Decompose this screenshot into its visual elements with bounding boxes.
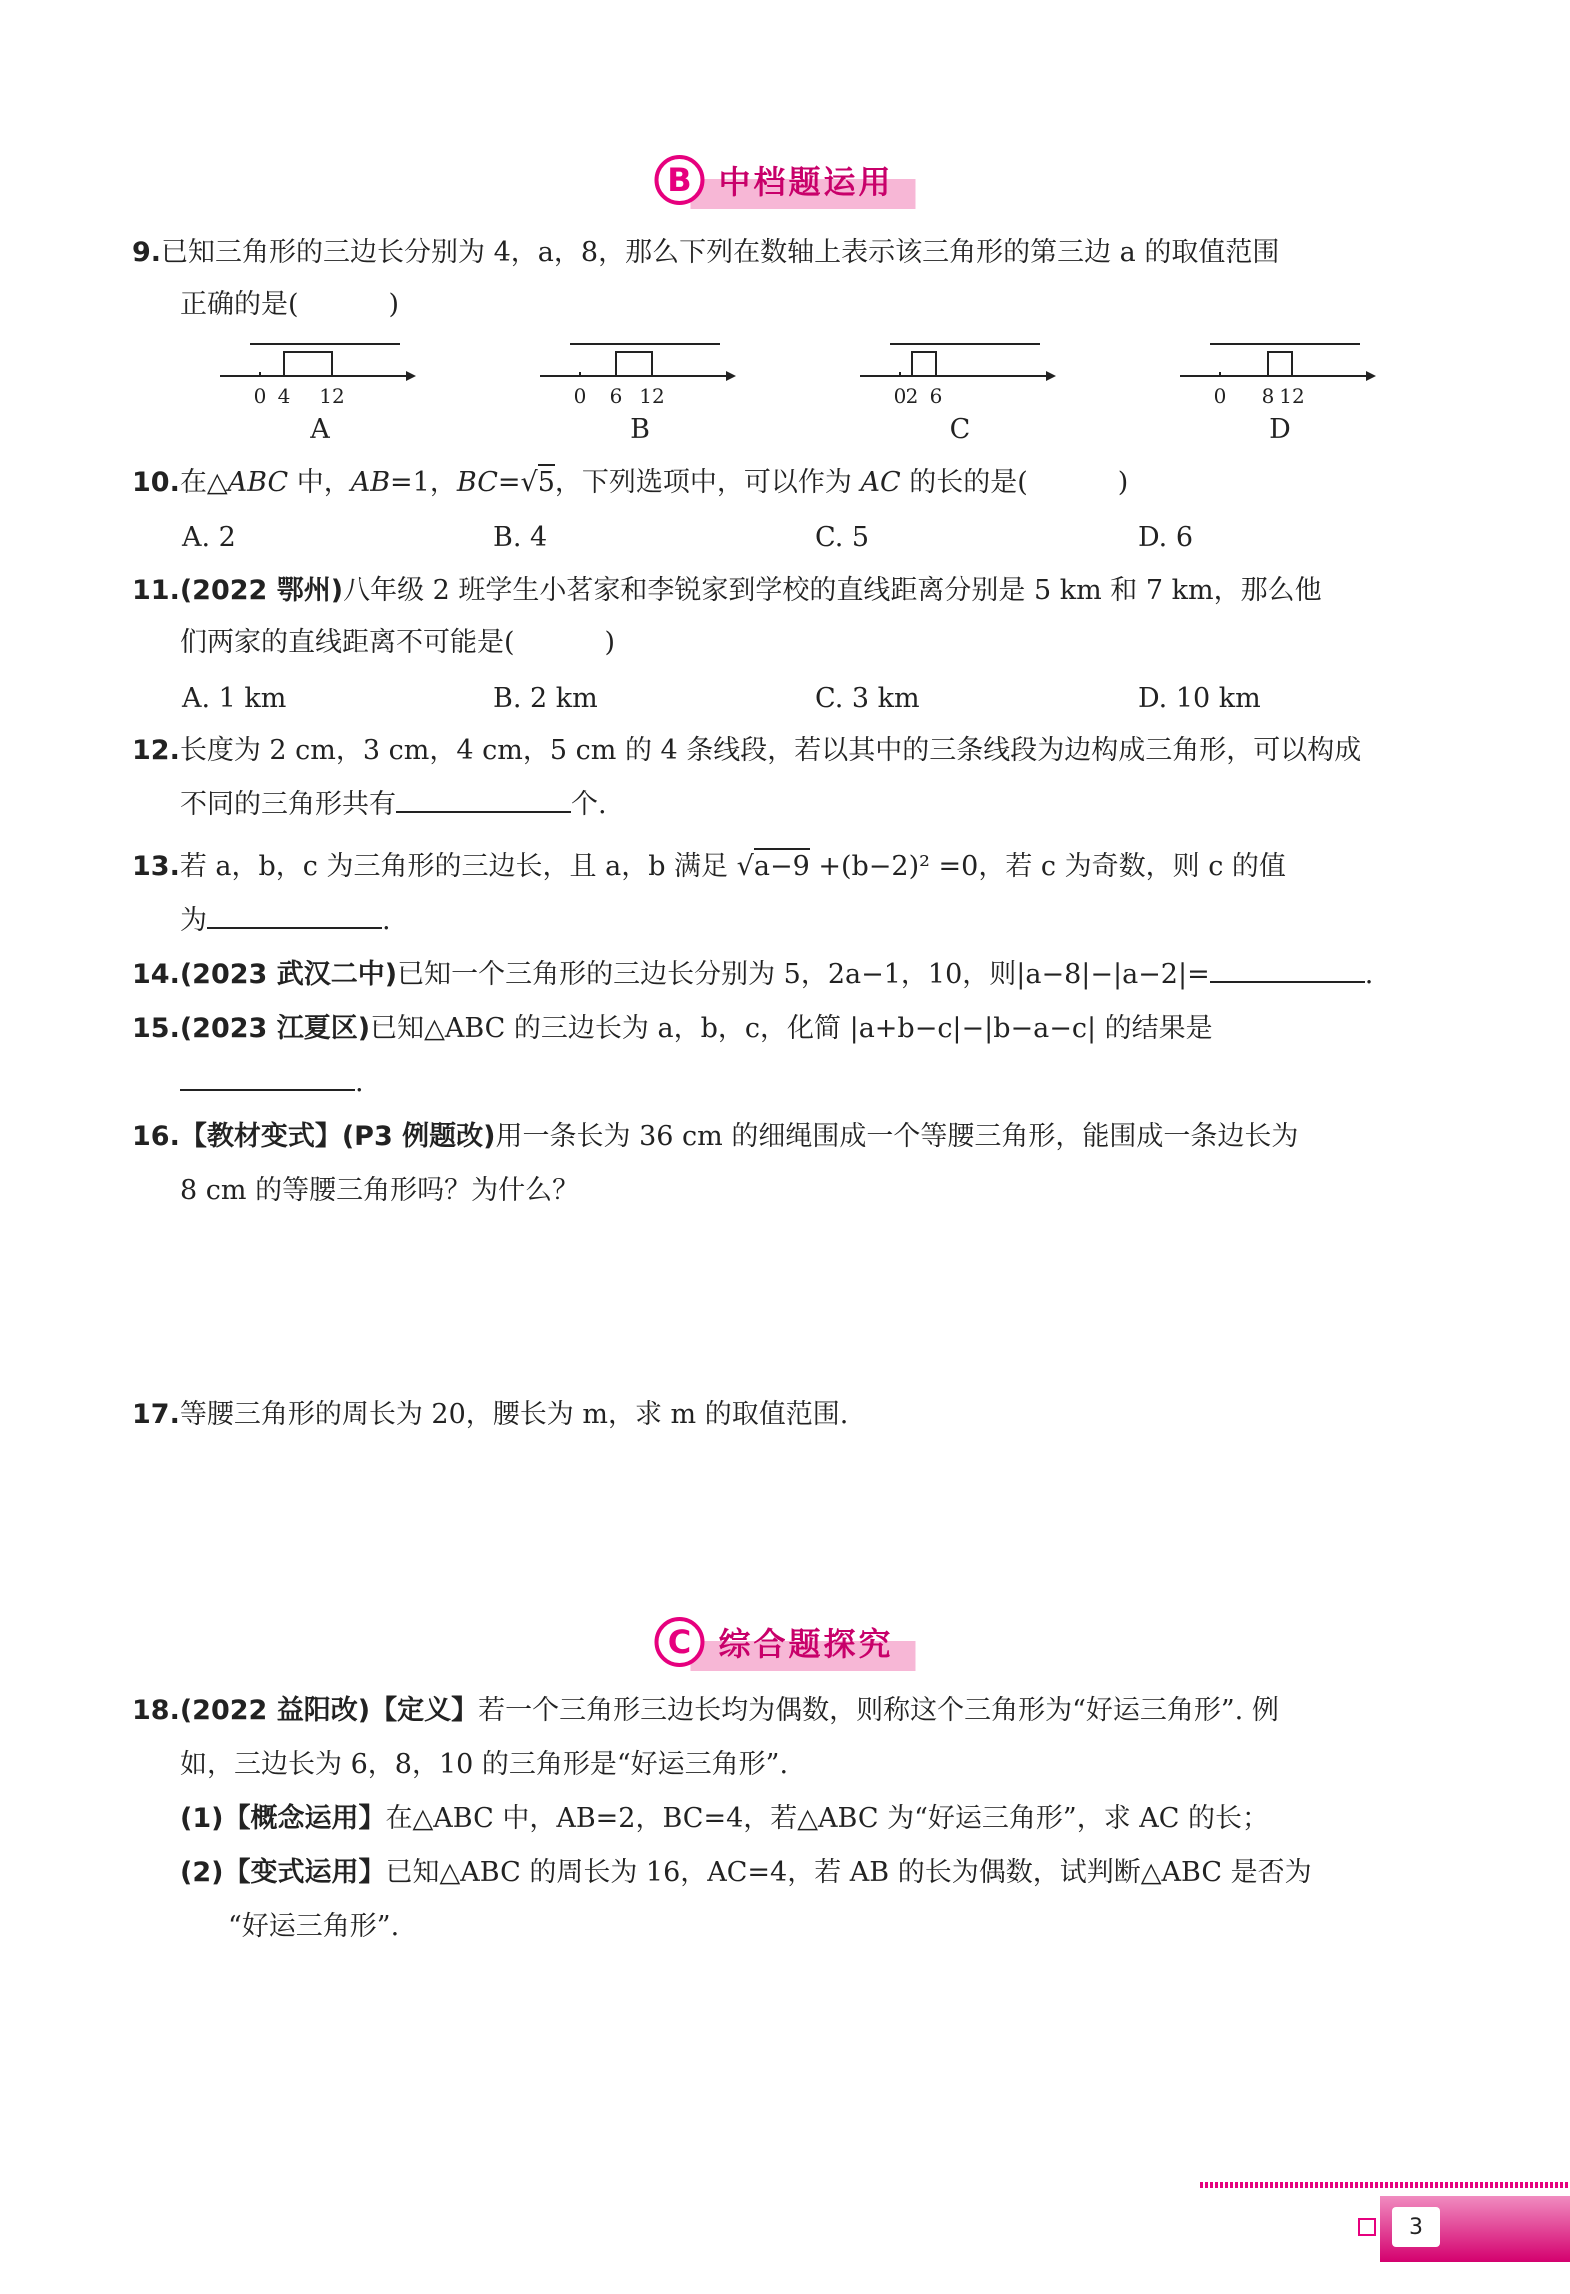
number-line-range-bracket <box>912 352 936 376</box>
number-line-d <box>1180 340 1380 445</box>
q14-source: (2023 武汉二中) <box>179 959 398 990</box>
question-11 <box>132 564 1465 670</box>
q18-part2: 已知△ABC 的周长为 16，AC=4，若 AB 的长为偶数，试判断△ABC 是否为 <box>385 1857 1312 1888</box>
q10-option-c: C. 5 <box>815 522 870 553</box>
q11-close: ) <box>604 627 616 658</box>
number-line-option-label[interactable]: D <box>1269 414 1291 445</box>
q18-part1: 在△ABC 中，AB=2，BC=4，若△ABC 为“好运三角形”，求 AC 的长； <box>385 1803 1270 1834</box>
number-line-tick-label: 2 <box>905 384 919 408</box>
q10-pre: 在△ <box>179 467 228 498</box>
question-14 <box>132 948 1465 1002</box>
number-line-tick-label: 0 <box>573 384 587 408</box>
question-16 <box>132 1110 1465 1218</box>
q10-option-d: D. 6 <box>1138 522 1194 553</box>
q15-end: . <box>355 1067 364 1098</box>
number-line-c <box>860 340 1060 445</box>
number-line-range-bracket <box>616 352 652 376</box>
q13-answer-blank[interactable] <box>207 897 382 929</box>
number-line-range-bracket <box>1268 352 1292 376</box>
number-line-tick-label: 12 <box>639 384 665 408</box>
number-line-tick-label: 0 <box>253 384 267 408</box>
footer-square-icon <box>1358 2218 1376 2236</box>
number-line-arrow <box>1046 371 1056 381</box>
q10-close: ) <box>1117 467 1129 498</box>
number-line-range-bracket <box>284 352 332 376</box>
q9-text: 已知三角形的三边长分别为 4，a，8，那么下列在数轴上表示该三角形的第三边 a 的取值范围 <box>161 237 1280 268</box>
q14-number: 14. <box>132 959 180 990</box>
section-c-letter: C <box>654 1617 704 1667</box>
q13-text: 若 a，b，c 为三角形的三边长，且 a，b 满足 <box>179 851 737 882</box>
number-line-tick-label: 12 <box>319 384 345 408</box>
number-line-arrow <box>406 371 416 381</box>
q10-eq1: =1， <box>390 467 457 498</box>
q12-text2: 不同的三角形共有 <box>180 789 396 820</box>
q11-option-b: B. 2 km <box>493 683 598 714</box>
page-number: 3 <box>1392 2207 1440 2247</box>
q13-radicand: a−9 <box>754 848 810 882</box>
q13-end: . <box>382 905 391 936</box>
number-line-a <box>220 340 420 445</box>
number-line-arrow <box>1366 371 1376 381</box>
q9-number: 9. <box>132 237 162 268</box>
section-b-title: 中档题运用 <box>690 151 915 209</box>
number-line-option-label[interactable]: A <box>310 414 330 445</box>
q10-mid: 中， <box>288 467 351 498</box>
q18-part2-cont: “好运三角形”. <box>228 1911 400 1942</box>
question-10: 10.在△ABC 中，AB=1，BC=√5，下列选项中，可以作为 AC 的长的是( ) <box>132 456 1465 510</box>
q12-end: 个. <box>571 789 607 820</box>
q11-source: (2022 鄂州) <box>179 575 344 606</box>
q9-text2: 正确的是( <box>180 289 299 320</box>
q14-answer-blank[interactable] <box>1210 951 1365 983</box>
q18-number: 18. <box>132 1695 180 1726</box>
q10-bc: BC <box>456 467 498 498</box>
q17-number: 17. <box>132 1399 180 1430</box>
number-line-option-label[interactable]: B <box>630 414 650 445</box>
q11-option-d: D. 10 km <box>1138 683 1261 714</box>
number-line-tick-label: 12 <box>1279 384 1305 408</box>
q10-post: ，下列选项中，可以作为 <box>554 467 861 498</box>
number-line-tick-label: 6 <box>929 384 943 408</box>
q9-close: ) <box>388 289 400 320</box>
question-9 <box>132 226 1465 332</box>
q18-text2: 如，三边长为 6，8，10 的三角形是“好运三角形”. <box>180 1749 789 1780</box>
question-12 <box>132 724 1465 832</box>
q11-number: 11. <box>132 575 180 606</box>
q10-option-a: A. 2 <box>182 522 236 553</box>
q15-source: (2023 江夏区) <box>179 1013 371 1044</box>
q18-text: 若一个三角形三边长均为偶数，则称这个三角形为“好运三角形”. 例 <box>478 1695 1279 1726</box>
number-line-tick-label: 8 <box>1261 384 1275 408</box>
q13-text2: 为 <box>180 905 207 936</box>
q11-text: 八年级 2 班学生小茗家和李锐家到学校的直线距离分别是 5 km 和 7 km，那么他 <box>343 575 1322 606</box>
number-line-tick-label: 4 <box>277 384 291 408</box>
q15-text: 已知△ABC 的三边长为 a，b，c，化简 |a+b−c|−|b−a−c| 的结果是 <box>370 1013 1213 1044</box>
q10-radicand: 5 <box>538 464 555 498</box>
q10-option-b: B. 4 <box>493 522 548 553</box>
q12-text: 长度为 2 cm，3 cm，4 cm，5 cm 的 4 条线段，若以其中的三条线段为边构成三角形，可以构成 <box>179 735 1362 766</box>
q13-text-b: +(b−2)² =0，若 c 为奇数，则 c 的值 <box>809 851 1286 882</box>
q12-answer-blank[interactable] <box>396 781 571 813</box>
q10-abc: ABC <box>227 467 289 498</box>
q16-text: 用一条长为 36 cm 的细绳围成一个等腰三角形，能围成一条边长为 <box>495 1121 1299 1152</box>
question-17 <box>132 1388 1465 1442</box>
q10-eq2: = <box>497 467 521 498</box>
question-13: 13.若 a，b，c 为三角形的三边长，且 a，b 满足 √a−9 +(b−2)² =0，若 c 为奇数，则 c 的值 为 . <box>132 840 1465 948</box>
q14-text: 已知一个三角形的三边长分别为 5，2a−1，10，则|a−8|−|a−2|= <box>397 959 1210 990</box>
q10-ab: AB <box>350 467 391 498</box>
q10-ac: AC <box>860 467 901 498</box>
section-c-banner <box>654 1612 915 1672</box>
q12-number: 12. <box>132 735 180 766</box>
q18-source: (2022 益阳改)【定义】 <box>179 1695 479 1726</box>
q10-number: 10. <box>132 467 180 498</box>
number-line-tick-label: 0 <box>893 384 907 408</box>
q14-end: . <box>1364 959 1374 990</box>
number-line-b <box>540 340 740 445</box>
number-line-option-label[interactable]: C <box>949 414 971 445</box>
section-b-letter: B <box>654 155 704 205</box>
number-line-arrow <box>726 371 736 381</box>
q16-source: 【教材变式】(P3 例题改) <box>179 1121 496 1152</box>
q17-text: 等腰三角形的周长为 20，腰长为 m，求 m 的取值范围. <box>179 1399 849 1430</box>
q16-text2: 8 cm 的等腰三角形吗？为什么？ <box>180 1175 580 1206</box>
question-18 <box>132 1684 1465 1954</box>
q15-answer-blank[interactable] <box>180 1059 355 1091</box>
number-line-tick-label: 6 <box>609 384 623 408</box>
section-b-banner <box>654 150 915 210</box>
q11-text2: 们两家的直线距离不可能是( <box>180 627 515 658</box>
number-line-tick-label: 0 <box>1213 384 1227 408</box>
q16-number: 16. <box>132 1121 180 1152</box>
q10-end: 的长的是( <box>900 467 1028 498</box>
section-c-title: 综合题探究 <box>690 1613 915 1671</box>
q18-part1-tag: (1)【概念运用】 <box>180 1803 386 1834</box>
footer-dotted-bar <box>1200 2182 1570 2188</box>
q13-number: 13. <box>132 851 180 882</box>
q11-option-a: A. 1 km <box>182 683 287 714</box>
question-15 <box>132 1002 1465 1110</box>
q18-part2-tag: (2)【变式运用】 <box>180 1857 386 1888</box>
q15-number: 15. <box>132 1013 180 1044</box>
q11-option-c: C. 3 km <box>815 683 920 714</box>
